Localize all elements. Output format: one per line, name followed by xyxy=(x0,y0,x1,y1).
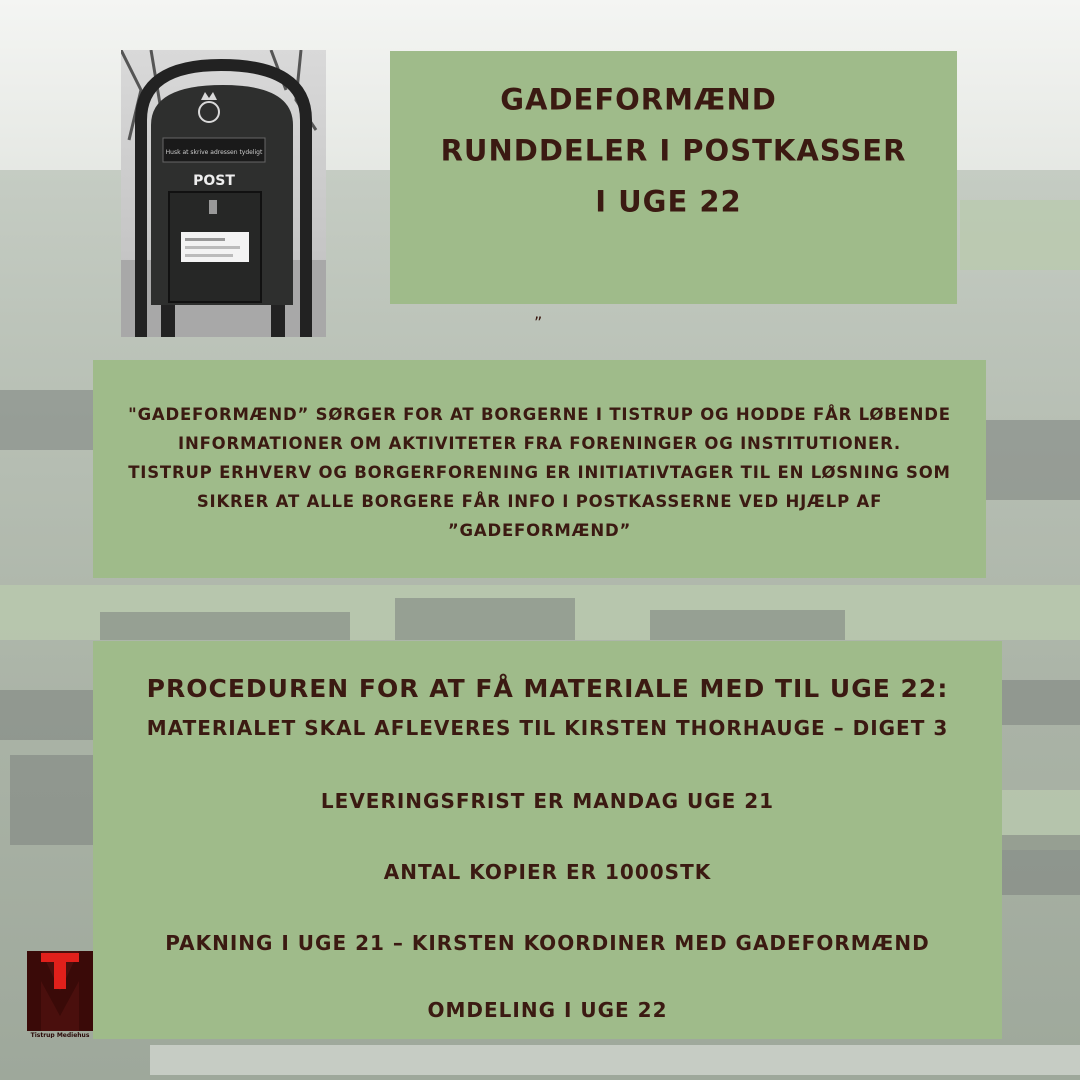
procedure-item-packing: PAKNING I UGE 21 – KIRSTEN KOORDINER MED GADEFORMÆND xyxy=(165,931,930,955)
info-panel xyxy=(93,360,986,578)
notice-line xyxy=(185,246,240,249)
info-text xyxy=(93,400,986,545)
slot-text: Husk at skrive adressen tydeligt xyxy=(165,149,263,156)
background-house xyxy=(650,610,845,640)
postbox-photo xyxy=(121,50,326,337)
notice-line xyxy=(185,254,233,257)
background-house xyxy=(0,690,93,740)
procedure-item-copies: ANTAL KOPIER ER 1000STK xyxy=(383,860,712,884)
postbox-label: POST xyxy=(193,173,235,189)
title-line-3: I UGE 22 xyxy=(595,184,742,219)
postbox-leg xyxy=(271,305,285,337)
procedure-subheading: MATERIALET SKAL AFLEVERES TIL KIRSTEN THORHAUGE – DIGET 3 xyxy=(146,716,949,740)
info-line-1: "GADEFORMÆND” SØRGER FOR AT BORGERNE I TISTRUP OG HODDE FÅR LØBENDE xyxy=(128,405,951,424)
title-line-2: RUNDDELER I POSTKASSER xyxy=(440,133,907,168)
procedure-item-delivery: OMDELING I UGE 22 xyxy=(427,998,668,1022)
background-house xyxy=(395,598,575,640)
procedure-heading: PROCEDUREN FOR AT FÅ MATERIALE MED TIL UGE 22: xyxy=(146,674,949,703)
info-line-2: INFORMATIONER OM AKTIVITETER FRA FORENINGER OG INSTITUTIONER. xyxy=(178,434,901,453)
logo-caption: Tistrup Mediehus xyxy=(30,1032,90,1038)
background-house xyxy=(0,390,93,450)
title-block xyxy=(390,75,957,228)
info-line-3: TISTRUP ERHVERV OG BORGERFORENING ER INITIATIVTAGER TIL EN LØSNING SOM xyxy=(128,463,951,482)
info-line-5: ”GADEFORMÆND” xyxy=(447,521,632,540)
procedure-item-deadline: LEVERINGSFRIST ER MANDAG UGE 21 xyxy=(320,789,775,813)
logo-mark xyxy=(27,951,93,1038)
background-road xyxy=(150,1045,1080,1075)
title-panel xyxy=(390,51,957,304)
background-house xyxy=(10,755,93,845)
procedure-panel xyxy=(93,641,1002,1039)
background-field xyxy=(960,200,1080,270)
keyhole xyxy=(209,200,217,214)
postbox-illustration xyxy=(121,50,326,337)
stray-quote-mark: ” xyxy=(534,313,543,332)
background-house xyxy=(1002,680,1080,725)
background-house xyxy=(986,420,1080,500)
postbox-leg xyxy=(161,305,175,337)
background-house xyxy=(1002,835,1080,895)
logo-t-stem xyxy=(54,953,66,989)
background-house xyxy=(100,612,350,640)
info-line-4: SIKRER AT ALLE BORGERE FÅR INFO I POSTKASSERNE VED HJÆLP AF xyxy=(196,492,883,511)
notice-line xyxy=(185,238,225,241)
tistrup-mediehus-logo xyxy=(27,951,93,1038)
title-line-1: GADEFORMÆND xyxy=(500,82,777,117)
